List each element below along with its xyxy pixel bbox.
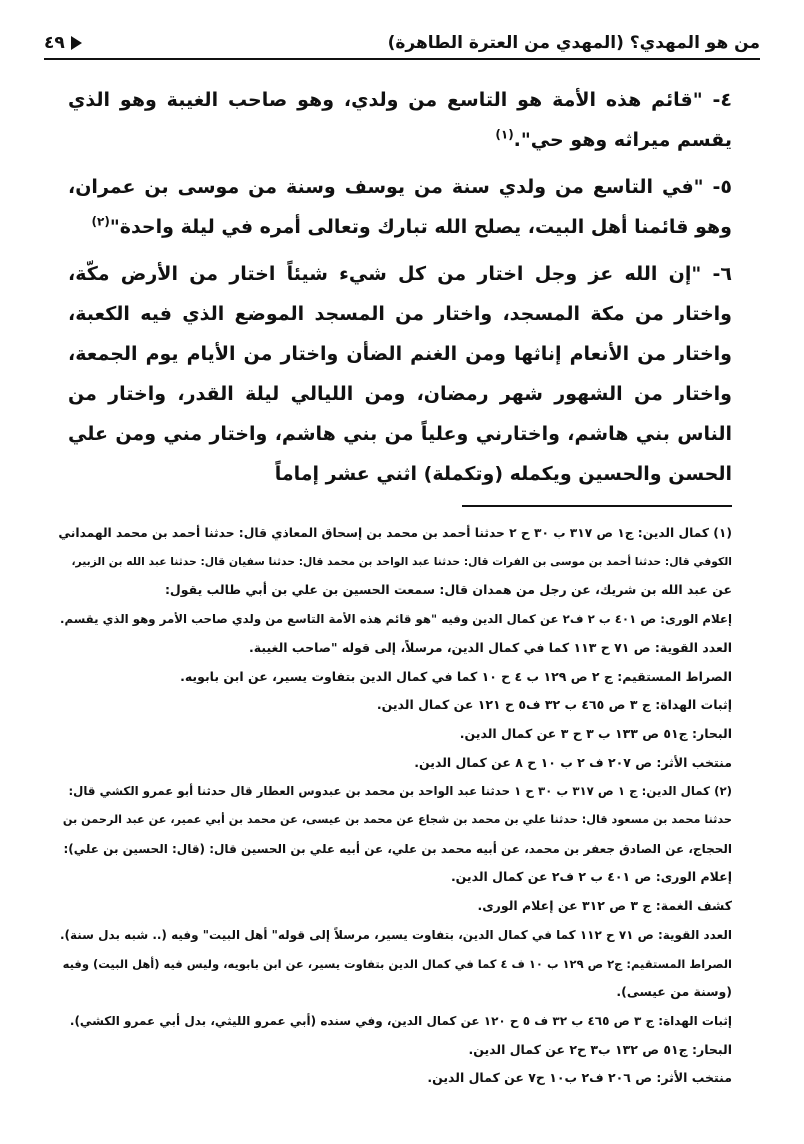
- footnote-line: الحجاج، عن الصادق جعفر بن محمد، عن أبيه محمد بن علي، عن أبيه علي بن الحسين قال: (قال: الحسين بن علي):: [63, 841, 732, 856]
- footnote-line: (١) كمال الدين: ج١ ص ٣١٧ ب ٣٠ ح ٢ حدثنا أحمد بن محمد بن إسحاق المعاذي قال: حدثنا أحمد بن محمد الهمداني: [58, 526, 732, 540]
- chevron-icon: [71, 36, 82, 50]
- main-text: [68, 80, 732, 501]
- paragraph-hadith-6: [68, 254, 732, 494]
- footnote-line: (٢) كمال الدين: ج ١ ص ٣١٧ ب ٣٠ ح ١ حدثنا عبد الواحد بن محمد بن عبدوس العطار قال حدثنا أبو عمرو الكشي قال:: [68, 784, 732, 799]
- footnotes: [58, 519, 732, 1093]
- paragraph-hadith-5: [68, 167, 732, 247]
- footnote-separator: [462, 505, 732, 507]
- running-header: [44, 28, 760, 60]
- paragraph-text: ٥- "في التاسع من ولدي سنة من يوسف وسنة من موسى بن عمران، وهو قائمنا أهل البيت، يصلح الله تبارك وتعالى أمره في ليلة واحدة": [68, 176, 732, 238]
- footnote-line: البحار: ج٥١ ص ١٣٣ ب ٣ ح ٣ عن كمال الدين.: [459, 725, 732, 741]
- header-page-marker: [44, 33, 82, 53]
- footnote-ref: (٢): [91, 214, 110, 229]
- footnote-line: إعلام الورى: ص ٤٠١ ب ٢ ف٢ عن كمال الدين وفيه "هو قائم هذه الأمة التاسع من ولدي صاحب الأمر وهو الذي يقسم.: [60, 612, 732, 627]
- footnote-line: حدثنا محمد بن مسعود قال: حدثنا علي بن محمد بن شجاع عن محمد بن عيسى، عن محمد بن أبي عمير، عن عبد الرحمن بن: [62, 813, 732, 827]
- footnote-line: إثبات الهداة: ج ٣ ص ٤٦٥ ب ٣٢ ف ٥ ح ١٢٠ عن كمال الدين، وفي سنده (أبي عمرو الليثي، بدل أبي عمرو الكشي).: [69, 1013, 732, 1028]
- paragraph-hadith-4: [68, 80, 732, 160]
- footnote-line: عن عبد الله بن شريك، عن رجل من همدان قال: سمعت الحسين بن علي بن أبي طالب يقول:: [164, 582, 732, 598]
- page-number: ٤٩: [44, 33, 65, 53]
- footnote-line: الكوفي قال: حدثنا أحمد بن موسى بن الفرات قال: حدثنا عبد الواحد بن محمد قال: حدثنا سفيان قال: حدثنا عبد الله بن الزبير،: [71, 554, 732, 568]
- footnote-line: (وسنة من عيسى).: [616, 984, 732, 1000]
- footnote-line: منتخب الأثر: ص ٢٠٧ ف ٢ ب ١٠ ح ٨ عن كمال الدين.: [414, 754, 732, 770]
- header-title: من هو المهدي؟ (المهدي من العترة الطاهرة): [387, 33, 760, 53]
- footnote-ref: (١): [495, 127, 514, 142]
- footnote-line: العدد القوية: ص ٧١ ح ١١٣ كما في كمال الدين، مرسلاً، إلى قوله "صاحب الغيبة.: [249, 639, 732, 655]
- footnote-line: منتخب الأثر: ص ٢٠٦ ف٢ ب١٠ ح٧ عن كمال الدين.: [427, 1070, 732, 1086]
- footnote-line: الصراط المستقيم: ج٢ ص ١٢٩ ب ١٠ ف ٤ كما في كمال الدين بتفاوت يسير، عن ابن بابويه، وليس فيه (أهل البيت) وفيه: [62, 956, 732, 971]
- footnote-line: إثبات الهداة: ج ٣ ص ٤٦٥ ب ٣٢ ف٥ ح ١٢١ عن كمال الدين.: [376, 697, 732, 713]
- paragraph-text: ٦- "إن الله عز وجل اختار من كل شيء شيئاً اختار من الأرض مكّة، واختار من مكة المسجد، واختار من المسجد الموضع الذي فيه الكعبة، واختار من الأنعام إناثها ومن الغنم الضأن واختار من الأيام يوم الجمعة، واختار من الشهور شهر رمضان، ومن الليالي ليلة القدر، واختار من الناس بني هاشم، واختارني وعلياً من بني هاشم، واختار مني ومن علي الحسن والحسين ويكمله (وتكملة) اثني عشر إماماً: [68, 263, 732, 485]
- footnote-line: الصراط المستقيم: ج ٢ ص ١٢٩ ب ٤ ح ١٠ كما في كمال الدين بتفاوت يسير، عن ابن بابويه.: [180, 668, 732, 684]
- footnote-line: كشف الغمة: ج ٣ ص ٣١٢ عن إعلام الورى.: [477, 898, 732, 914]
- paragraph-text: ٤- "قائم هذه الأمة هو التاسع من ولدي، وهو صاحب الغيبة وهو الذي يقسم ميراثه وهو حي".: [68, 89, 732, 151]
- footnote-line: إعلام الورى: ص ٤٠١ ب ٢ ف٢ عن كمال الدين.: [450, 869, 732, 885]
- footnote-line: العدد القوية: ص ٧١ ح ١١٢ كما في كمال الدين، بتفاوت يسير، مرسلاً إلى قوله" أهل البيت" وفيه (.. شبه بدل سنة).: [59, 927, 732, 942]
- footnote-line: البحار: ج٥١ ص ١٣٢ ب٣ ح٢ عن كمال الدين.: [468, 1041, 732, 1057]
